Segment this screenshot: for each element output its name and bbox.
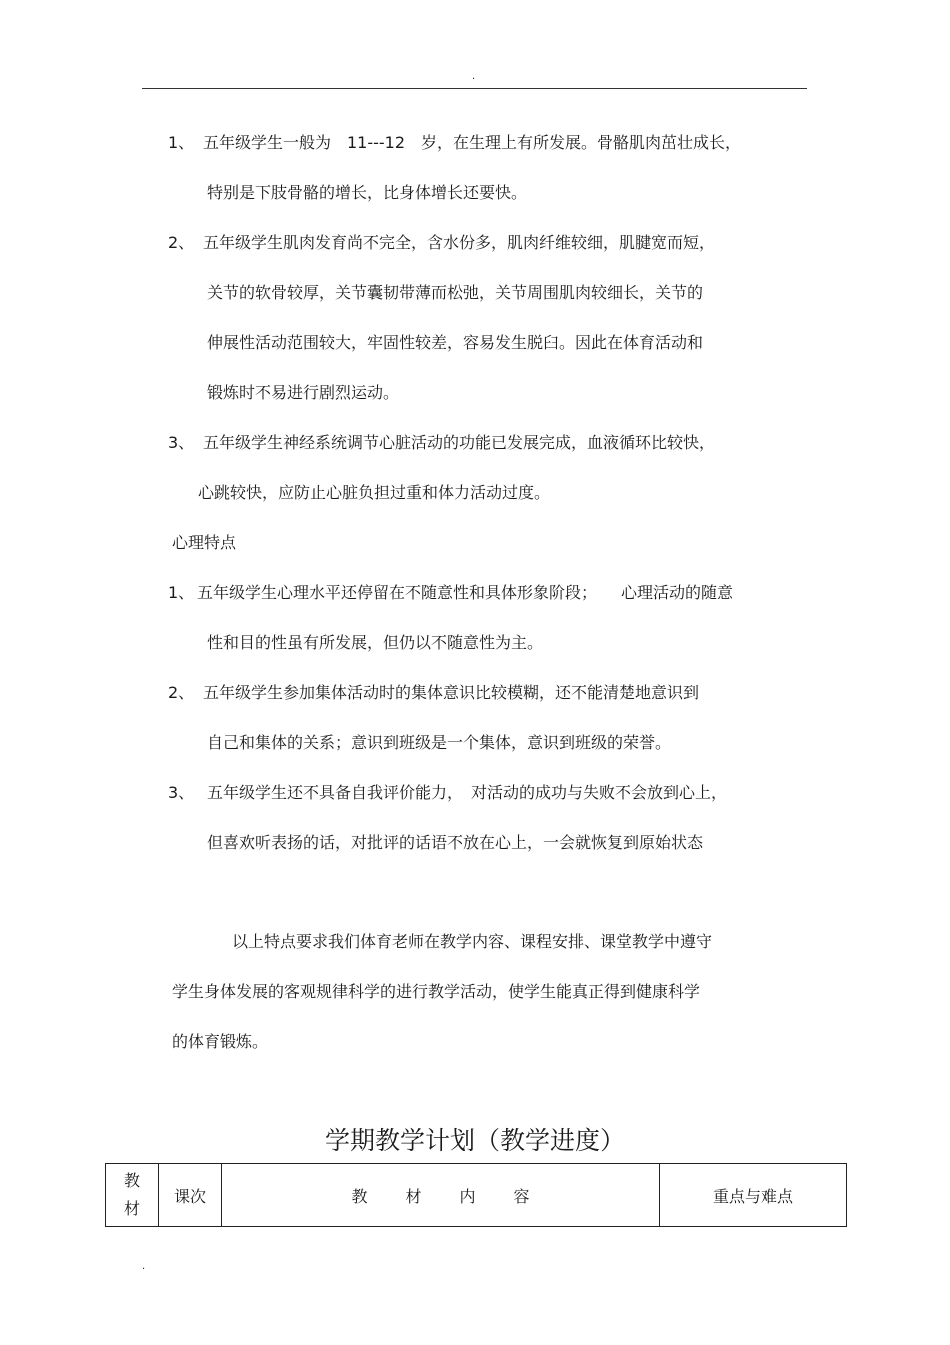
list-item-line: 五年级学生神经系统调节心脏活动的功能已发展完成，血液循环比较快，: [203, 433, 716, 452]
header-content: 教材内容: [222, 1164, 660, 1227]
list-item-line: 性和目的性虽有所发展，但仍以不随意性为主。: [207, 633, 544, 652]
section-heading: 心理特点: [172, 533, 237, 552]
header-lesson: 课次: [159, 1164, 222, 1227]
table-header-row: [106, 1164, 847, 1227]
list-item-line: 自己和集体的关系；意识到班级是一个集体，意识到班级的荣誉。: [207, 733, 672, 752]
list-number: 1、: [168, 583, 195, 602]
list-number: 1、: [168, 133, 195, 152]
list-item-line: 五年级学生还不具备自我评价能力， 对活动的成功与失败不会放到心上，: [207, 783, 728, 802]
plan-title: 学期教学计划（教学进度）: [324, 1126, 625, 1155]
list-number: 3、: [168, 783, 195, 802]
list-item-line: 关节的软骨较厚，关节囊韧带薄而松弛，关节周围肌肉较细长，关节的: [207, 283, 704, 302]
list-item-line: 但喜欢听表扬的话，对批评的话语不放在心上，一会就恢复到原始状态: [207, 833, 704, 852]
header-material: 教材: [106, 1164, 159, 1227]
list-item-line: 特别是下肢骨骼的增长，比身体增长还要快。: [207, 183, 528, 202]
header-key-points: 重点与难点: [660, 1164, 847, 1227]
list-item-line: 锻炼时不易进行剧烈运动。: [207, 383, 400, 402]
header-mark: .: [472, 71, 476, 82]
list-item-line: 五年级学生一般为 11---12 岁，在生理上有所发展。骨骼肌肉茁壮成长，: [203, 133, 742, 152]
header-rule: [142, 88, 807, 89]
summary-line: 的体育锻炼。: [172, 1032, 269, 1051]
list-number: 3、: [168, 433, 195, 452]
summary-line: 以上特点要求我们体育老师在教学内容、课程安排、课堂教学中遵守: [232, 932, 713, 951]
list-number: 2、: [168, 683, 195, 702]
summary-line: 学生身体发展的客观规律科学的进行教学活动，使学生能真正得到健康科学: [172, 982, 701, 1001]
list-item-line: 五年级学生心理水平还停留在不随意性和具体形象阶段； 心理活动的随意: [197, 583, 734, 602]
list-item-line: 五年级学生参加集体活动时的集体意识比较模糊，还不能清楚地意识到: [203, 683, 700, 702]
list-item-line: 伸展性活动范围较大，牢固性较差，容易发生脱臼。因此在体育活动和: [207, 333, 704, 352]
list-number: 2、: [168, 233, 195, 252]
footer-mark: .: [142, 1261, 146, 1272]
list-item-line: 五年级学生肌肉发育尚不完全，含水份多，肌肉纤维较细，肌腱宽而短，: [203, 233, 716, 252]
plan-table: [105, 1163, 847, 1227]
list-item-line: 心跳较快，应防止心脏负担过重和体力活动过度。: [198, 483, 551, 502]
